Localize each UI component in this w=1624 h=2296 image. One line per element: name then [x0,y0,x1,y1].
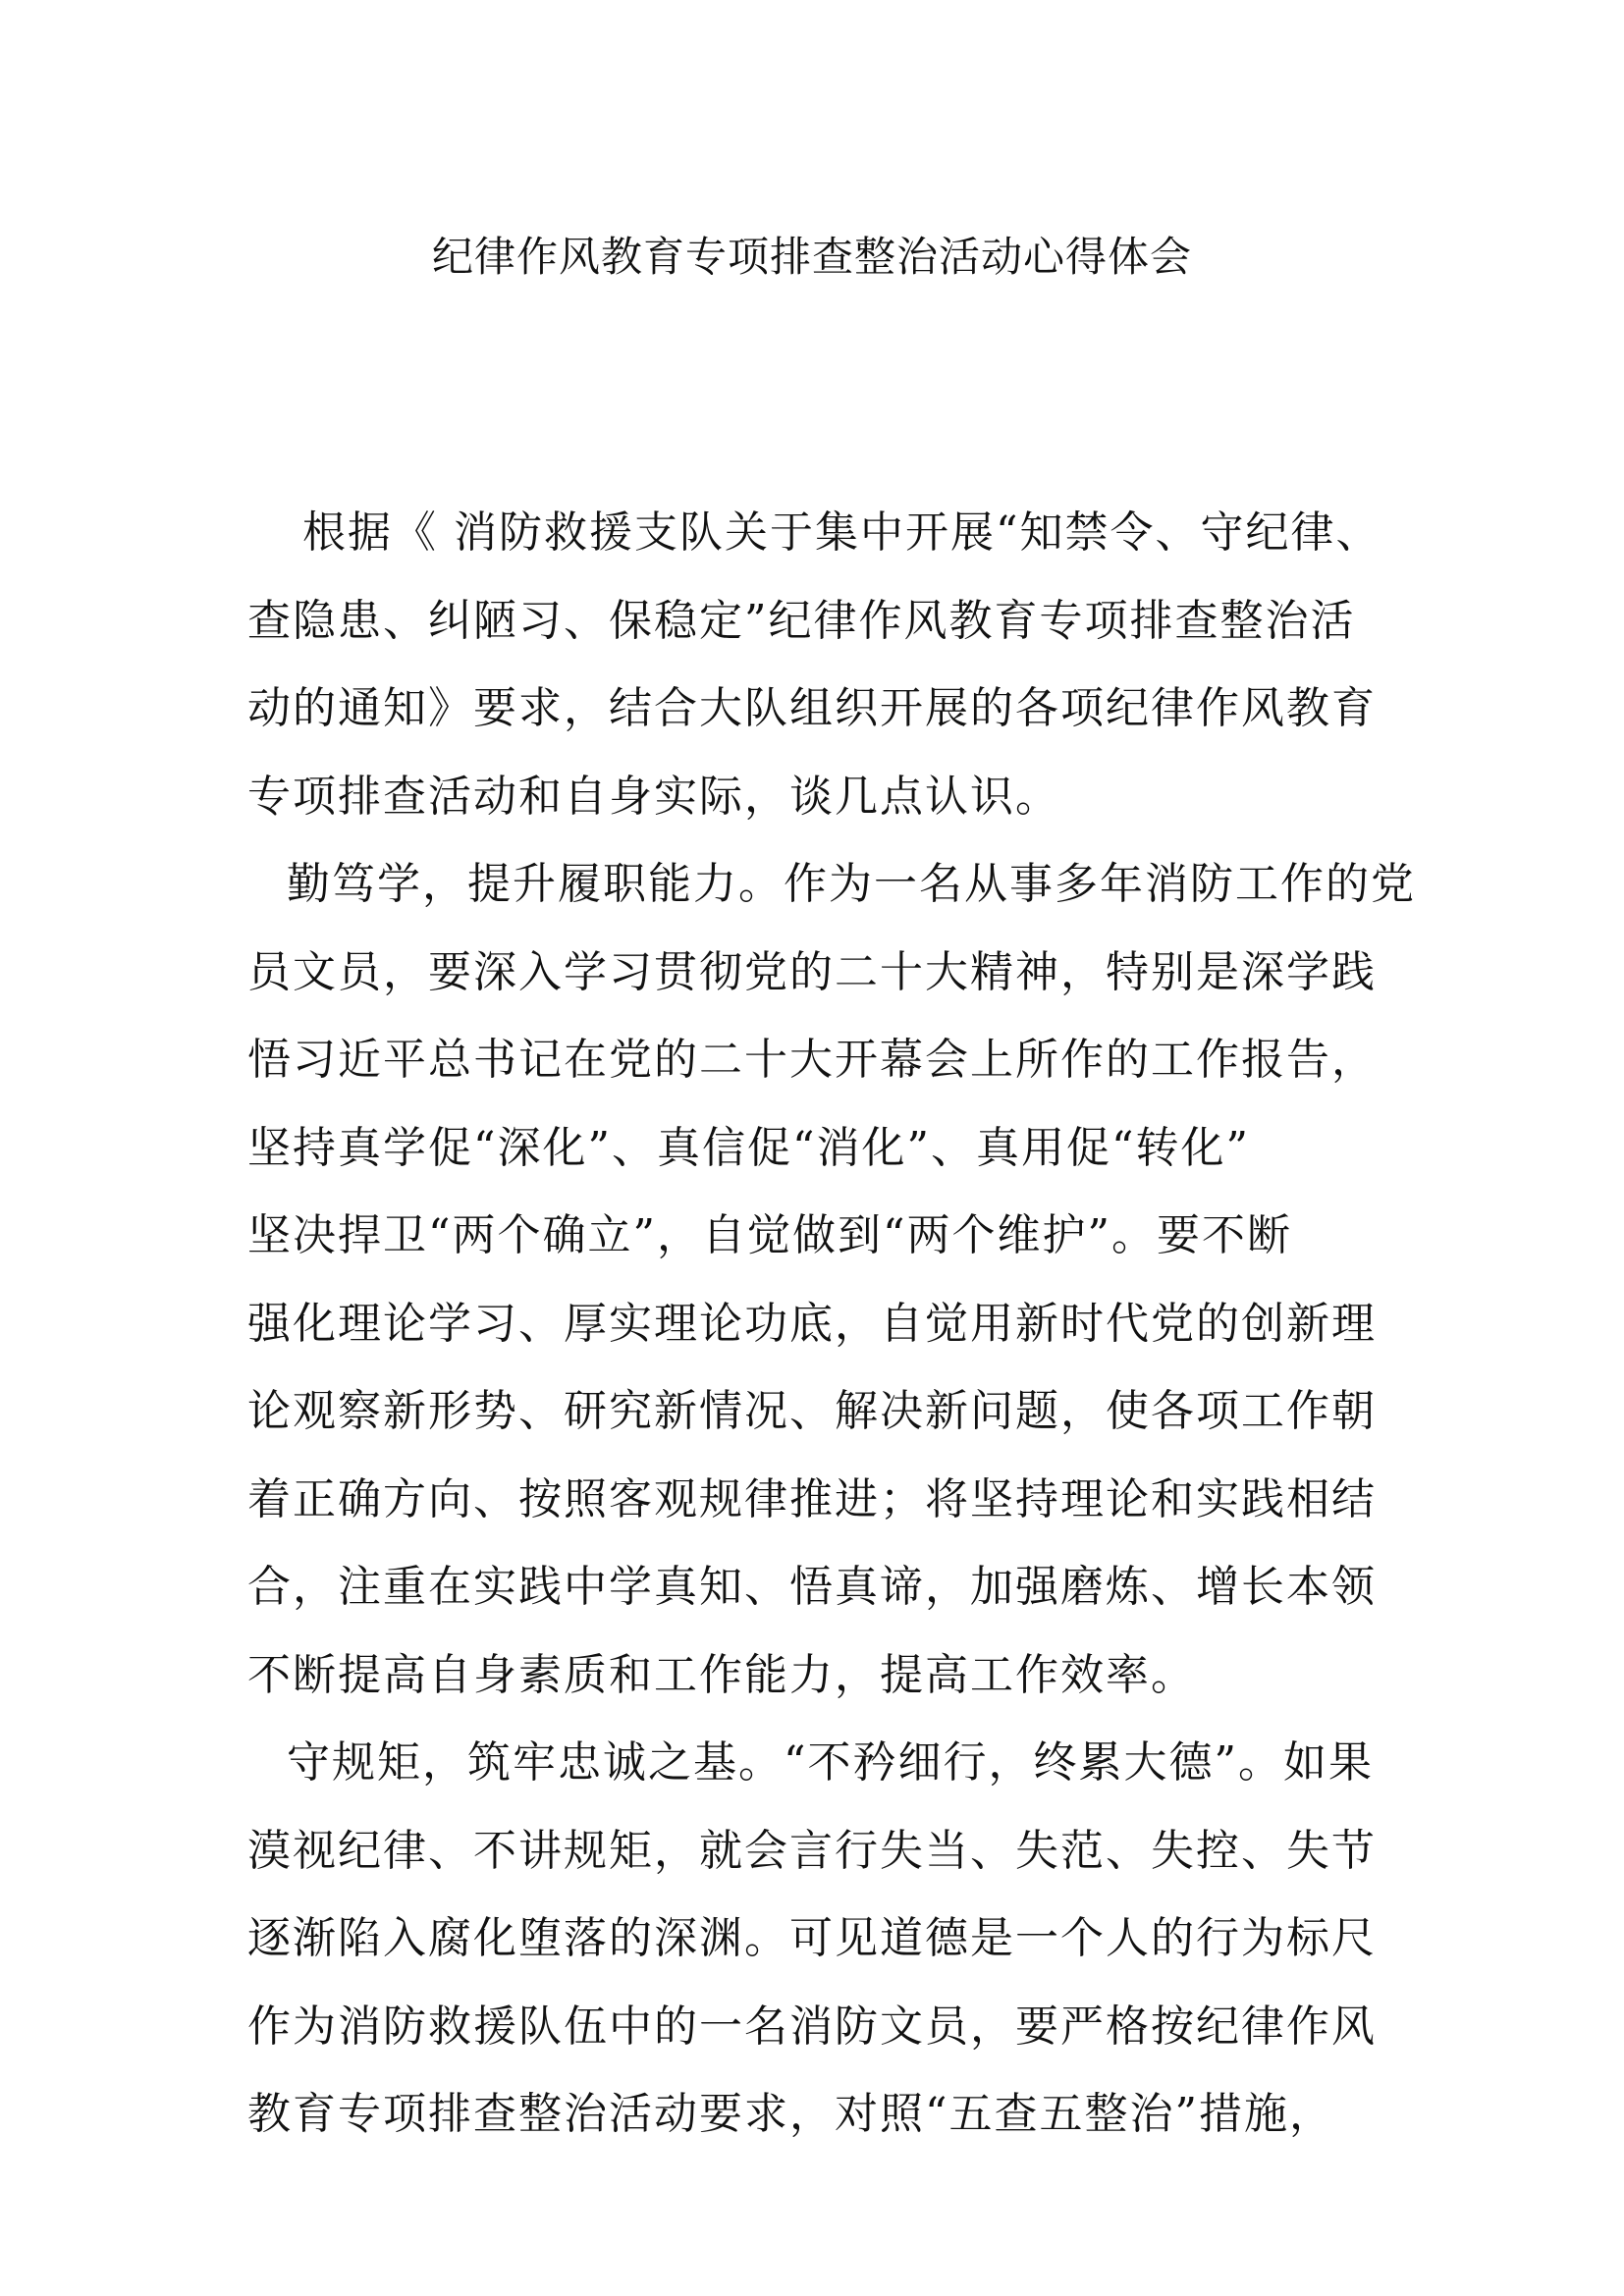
paragraph-line: 坚持真学促“深化”、真信促“消化”、真用促“转化” [247,1122,1250,1173]
paragraph-line: 漠视纪律、不讲规矩，就会言行失当、失范、失控、失节 [247,1825,1377,1876]
document-title: 纪律作风教育专项排查整治活动心得体会 [431,233,1192,281]
paragraph-line: 员文员，要深入学习贯彻党的二十大精神，特别是深学践 [247,946,1377,997]
paragraph-line: 悟习近平总书记在党的二十大开幕会上所作的工作报告， [247,1035,1377,1085]
paragraph-line: 着正确方向、按照客观规律推进；将坚持理论和实践相结 [247,1473,1377,1524]
paragraph-line: 坚决捍卫“两个确立”，自觉做到“两个维护”。要不断 [247,1210,1292,1260]
paragraph-line: 根据《 消防救援支队关于集中开展“知禁令、守纪律、 [302,507,1381,558]
paragraph-line: 教育专项排查整治活动要求，对照“五查五整治”措施， [247,2089,1334,2139]
paragraph-line: 查隐患、纠陋习、保稳定”纪律作风教育专项排查整治活 [247,595,1356,646]
paragraph-line: 合，注重在实践中学真知、悟真谛，加强磨炼、增长本领 [247,1562,1377,1612]
paragraph-line: 动的通知》要求，结合大队组织开展的各项纪律作风教育 [247,683,1377,733]
paragraph-line: 守规矩，筑牢忠诚之基。“不矜细行，终累大德”。如果 [287,1737,1374,1788]
paragraph-line: 作为消防救援队伍中的一名消防文员，要严格按纪律作风 [247,2001,1377,2052]
paragraph-line: 论观察新形势、研究新情况、解决新问题，使各项工作朝 [247,1386,1377,1436]
paragraph-line: 勤笃学，提升履职能力。作为一名从事多年消防工作的党 [287,859,1416,909]
paragraph-line: 强化理论学习、厚实理论功底，自觉用新时代党的创新理 [247,1298,1377,1349]
paragraph-line: 专项排查活动和自身实际，谈几点认识。 [247,771,1060,822]
paragraph-line: 逐渐陷入腐化堕落的深渊。可见道德是一个人的行为标尺 [247,1913,1377,1963]
document-body [247,489,1416,2159]
paragraph-line: 不断提高自身素质和工作能力，提高工作效率。 [247,1649,1196,1700]
